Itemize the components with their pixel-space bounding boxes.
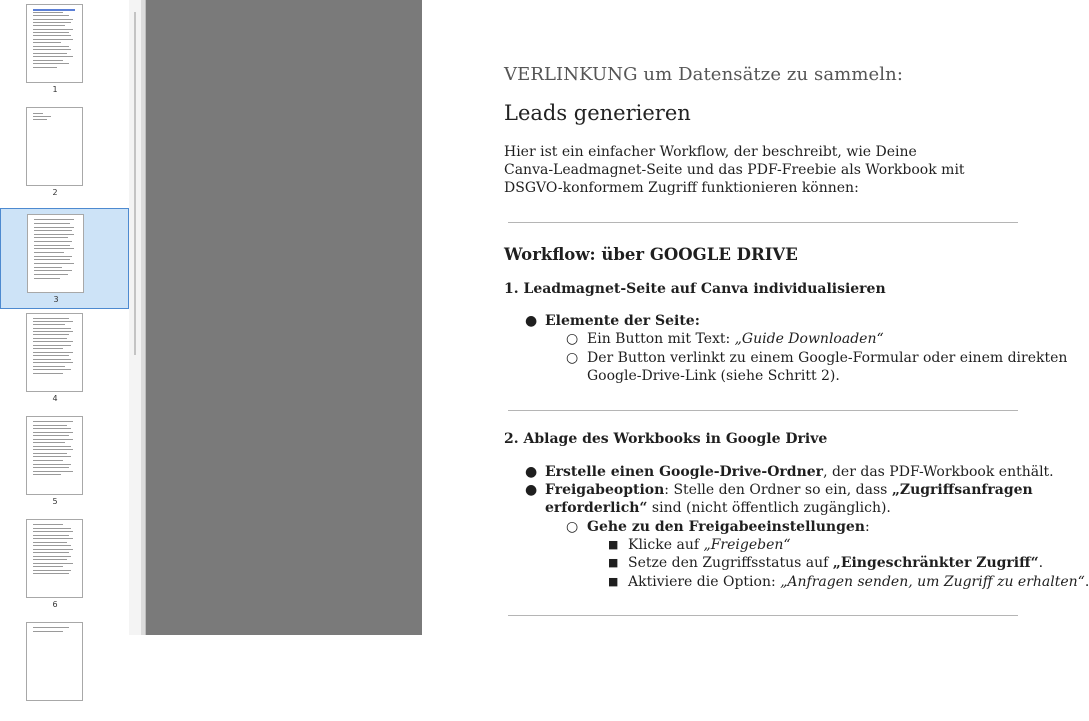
step2-bullet2-line2-bold: erforderlich“ xyxy=(545,500,648,516)
thumbnail-text-line xyxy=(34,270,72,271)
thumbnail-sidebar xyxy=(0,0,146,635)
thumbnail-text-line xyxy=(33,352,73,353)
document-gutter xyxy=(146,0,422,635)
step2-sq3-suffix: . xyxy=(1084,574,1089,590)
thumbnail-text-line xyxy=(33,545,71,546)
page-thumbnail[interactable] xyxy=(26,313,83,392)
thumbnail-text-line xyxy=(33,464,71,465)
thumbnail-text-line xyxy=(33,12,63,13)
step2-sq2 xyxy=(628,554,1043,572)
thumbnail-text-line xyxy=(33,42,61,43)
bullet-square: ■ xyxy=(608,575,619,588)
thumbnail-text-line xyxy=(33,542,67,543)
thumbnail-text-line xyxy=(33,442,65,443)
thumbnail-text-line xyxy=(34,227,74,228)
thumbnail-text-line xyxy=(33,362,73,363)
thumbnail-text-line xyxy=(33,39,73,40)
thumbnail-text-line xyxy=(33,49,71,50)
thumbnail-text-line xyxy=(33,449,73,450)
thumbnail-text-line xyxy=(33,348,63,349)
page-thumbnail-item[interactable] xyxy=(0,2,129,103)
thumbnail-text-line xyxy=(33,67,57,68)
thumbnail-text-line xyxy=(33,19,73,20)
thumbnail-text-line xyxy=(33,56,73,57)
step2-bullet2-line1 xyxy=(545,481,1033,499)
workflow-heading: Workflow: über GOOGLE DRIVE xyxy=(504,245,798,264)
page-thumbnail[interactable] xyxy=(26,4,83,83)
thumbnail-text-line xyxy=(33,341,73,342)
step2-sq2-suffix: . xyxy=(1038,555,1044,571)
page-thumbnail-item[interactable] xyxy=(0,105,129,206)
step2-bullet1-text: , der das PDF-Workbook enthält. xyxy=(823,464,1054,480)
page-thumbnail[interactable] xyxy=(26,107,83,186)
bullet-square: ■ xyxy=(608,556,619,569)
page-thumbnail-item[interactable] xyxy=(0,414,129,515)
step2-bullet2-text: : Stelle den Ordner so ein, dass xyxy=(664,482,892,498)
thumbnail-text-line xyxy=(33,116,51,117)
thumbnail-text-line xyxy=(33,369,71,370)
page-number-label: 1 xyxy=(52,85,58,94)
thumbnail-text-line xyxy=(34,274,68,275)
thumbnail-text-line xyxy=(33,35,71,36)
thumbnail-text-line xyxy=(33,321,73,322)
page-number-label: 2 xyxy=(52,188,58,197)
divider xyxy=(508,615,1018,616)
thumbnail-text-line xyxy=(33,373,63,374)
thumbnail-text-line xyxy=(33,60,63,61)
bullet-square: ■ xyxy=(608,538,619,551)
thumbnail-text-line xyxy=(33,359,71,360)
thumbnail-text-line xyxy=(33,524,63,525)
thumbnail-text-line xyxy=(33,425,67,426)
page-number-label: 4 xyxy=(52,394,58,403)
thumbnail-text-line xyxy=(33,474,61,475)
thumbnail-text-line xyxy=(34,237,68,238)
bullet-disc: ● xyxy=(525,313,538,329)
thumbnail-text-line xyxy=(33,119,47,120)
thumbnail-text-line xyxy=(33,334,69,335)
step2-sub xyxy=(587,518,870,536)
thumbnail-text-line xyxy=(33,453,67,454)
thumbnail-text-line xyxy=(33,460,63,461)
step2-sub-bold: Gehe zu den Freigabeeinstellungen xyxy=(587,519,865,535)
thumbnail-text-line xyxy=(34,252,64,253)
thumbnail-text-line xyxy=(34,256,72,257)
thumbnail-text-line xyxy=(33,318,69,319)
thumbnail-text-line xyxy=(34,223,70,224)
thumbnail-text-line xyxy=(33,9,75,11)
thumbnail-text-line xyxy=(34,234,74,235)
document-page xyxy=(422,0,1089,635)
page-thumbnail-item[interactable] xyxy=(0,311,129,412)
bullet-circle: ○ xyxy=(566,331,579,347)
thumbnail-text-line xyxy=(33,113,43,114)
thumbnail-text-line xyxy=(33,331,73,332)
thumbnail-text-line xyxy=(33,627,69,628)
step2-sub-text: : xyxy=(864,519,870,535)
thumbnail-text-line xyxy=(33,46,69,47)
step1-sub1-text: Ein Button mit Text: xyxy=(587,331,735,347)
intro-line-1: Hier ist ein einfacher Workflow, der beschreibt, wie Deine xyxy=(504,144,917,160)
thumbnail-text-line xyxy=(33,559,67,560)
thumbnail-text-line xyxy=(34,245,70,246)
intro-line-2: Canva-Leadmagnet-Seite und das PDF-Freebie als Workbook mit xyxy=(504,162,965,178)
thumbnail-text-line xyxy=(33,563,73,564)
step2-sq2-bold: „Eingeschränkter Zugriff“ xyxy=(832,555,1039,571)
thumbnail-text-line xyxy=(33,432,73,433)
thumbnail-text-line xyxy=(34,248,74,249)
step2-sq3-italic: „Anfragen senden, um Zugriff zu erhalten“ xyxy=(780,574,1085,590)
thumbnail-text-line xyxy=(33,421,73,422)
step2-sq1 xyxy=(628,536,791,554)
thumbnail-text-line xyxy=(33,570,71,571)
thumbnail-text-line xyxy=(33,631,63,632)
page-thumbnail[interactable] xyxy=(27,214,84,293)
step1-bullet-title: Elemente der Seite: xyxy=(545,313,700,329)
thumbnail-text-line xyxy=(33,471,73,472)
step1-sub2-line1: Der Button verlinkt zu einem Google-Formular oder einem direkten xyxy=(587,350,1068,366)
step2-bullet2-bold: Freigabeoption xyxy=(545,482,665,498)
step2-sq3-text: Aktiviere die Option: xyxy=(628,574,781,590)
thumbnail-text-line xyxy=(34,219,74,220)
bullet-disc: ● xyxy=(525,482,538,498)
thumbnail-text-line xyxy=(34,230,72,231)
page-number-label: 6 xyxy=(52,600,58,609)
step2-sq1-italic: „Freigeben“ xyxy=(703,537,791,553)
step1-sub2-line2: Google-Drive-Link (siehe Schritt 2). xyxy=(587,368,840,384)
thumbnail-text-line xyxy=(34,259,70,260)
thumbnail-text-line xyxy=(33,366,65,367)
thumbnail-text-line xyxy=(33,446,71,447)
thumbnail-text-line xyxy=(34,267,62,268)
thumbnail-text-line xyxy=(33,25,65,26)
bullet-circle: ○ xyxy=(566,350,579,366)
thumbnail-text-line xyxy=(33,556,71,557)
thumbnail-text-line xyxy=(33,328,71,329)
step2-sq2-text: Setze den Zugriffsstatus auf xyxy=(628,555,833,571)
thumbnail-text-line xyxy=(33,428,71,429)
thumbnail-text-line xyxy=(33,552,69,553)
step2-bullet2-bold2: „Zugriffsanfragen xyxy=(891,482,1033,498)
page-number-label: 3 xyxy=(53,295,59,304)
thumbnail-text-line xyxy=(33,22,71,23)
bullet-circle: ○ xyxy=(566,519,579,535)
thumbnail-text-line xyxy=(34,241,72,242)
page-thumbnail-item[interactable] xyxy=(0,620,129,721)
thumbnail-text-line xyxy=(33,324,65,325)
thumbnail-text-line xyxy=(33,467,69,468)
step1-sub1 xyxy=(587,330,884,348)
sidebar-scrollbar[interactable] xyxy=(129,0,141,635)
page-thumbnail[interactable] xyxy=(26,519,83,598)
thumbnail-text-line xyxy=(33,549,73,550)
thumbnail-text-line xyxy=(33,355,69,356)
thumbnail-text-line xyxy=(33,53,67,54)
bullet-disc: ● xyxy=(525,464,538,480)
thumbnail-text-line xyxy=(33,15,69,16)
step2-sq3 xyxy=(628,573,1089,591)
thumbnail-text-line xyxy=(33,435,69,436)
page-thumbnail[interactable] xyxy=(26,622,83,701)
thumbnail-text-line xyxy=(33,531,73,532)
page-thumbnail[interactable] xyxy=(26,416,83,495)
step2-sq1-text: Klicke auf xyxy=(628,537,704,553)
thumbnail-text-line xyxy=(33,573,69,574)
thumbnail-text-line xyxy=(33,32,69,33)
step1-heading: 1. Leadmagnet-Seite auf Canva individualisieren xyxy=(504,281,886,297)
thumbnail-text-line xyxy=(33,345,71,346)
sidebar-scrollbar-thumb[interactable] xyxy=(134,12,136,355)
thumbnail-text-line xyxy=(33,29,73,30)
thumbnail-text-line xyxy=(33,528,71,529)
thumbnail-text-line xyxy=(33,538,73,539)
thumbnail-text-line xyxy=(33,63,69,64)
page-subtitle: VERLINKUNG um Datensätze zu sammeln: xyxy=(504,64,903,85)
thumbnail-text-line xyxy=(34,278,60,279)
page-title: Leads generieren xyxy=(504,101,691,125)
step1-sub1-italic: „Guide Downloaden“ xyxy=(734,331,884,347)
divider xyxy=(508,410,1018,411)
page-thumbnail-item[interactable] xyxy=(0,517,129,618)
step2-bullet2-line2-text: sind (nicht öffentlich zugänglich). xyxy=(647,500,891,516)
thumbnail-text-line xyxy=(33,566,63,567)
step2-bullet1 xyxy=(545,463,1054,481)
page-thumbnail-item[interactable] xyxy=(0,208,129,309)
thumbnail-text-line xyxy=(33,338,67,339)
intro-line-3: DSGVO-konformem Zugriff funktionieren können: xyxy=(504,180,859,196)
step2-bullet2-line2 xyxy=(545,499,891,517)
step2-heading: 2. Ablage des Workbooks in Google Drive xyxy=(504,431,828,447)
thumbnail-text-line xyxy=(33,456,71,457)
thumbnail-text-line xyxy=(34,263,74,264)
thumbnail-text-line xyxy=(33,439,73,440)
step2-bullet1-bold: Erstelle einen Google-Drive-Ordner xyxy=(545,464,824,480)
thumbnail-text-line xyxy=(33,535,69,536)
page-number-label: 5 xyxy=(52,497,58,506)
divider xyxy=(508,222,1018,223)
